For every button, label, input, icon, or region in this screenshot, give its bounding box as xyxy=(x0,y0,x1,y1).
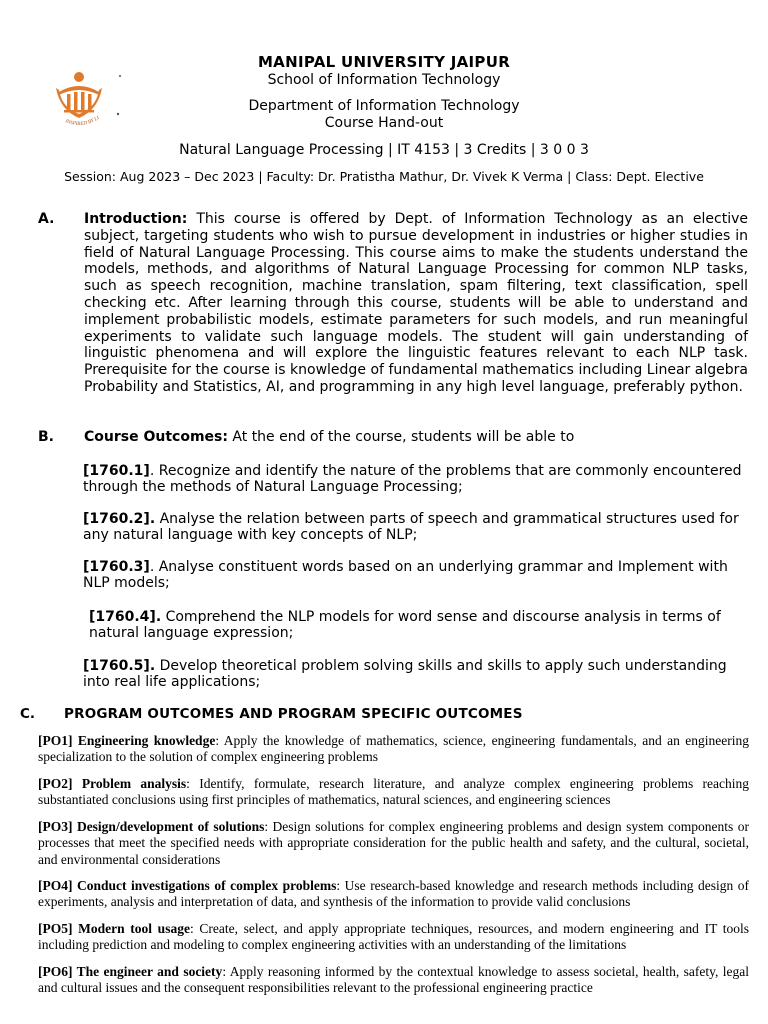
school-name: School of Information Technology xyxy=(267,72,501,88)
program-outcome-text: : Design solutions for complex engineering problems and design system components or processes that meet the specified needs with appropriate consideration for the public health and safety, and the cultural, societal, and environmental considerations xyxy=(38,819,749,867)
introduction-text: This course is offered by Dept. of Information Technology as an elective subject, targeting students who wish to pursue development in industries or higher studies in field of Natural Language Processing. This course aims to make the students understand the models, methods, and algorithms of Natural Language Processing for common NLP tasks, such as speech recognition, machine translation, spam filtering, text classification, spell checking etc. After learning through this course, students will be able to understand and implement probabilistic models, estimate parameters for such models, and run meaningful experiments to validate such language models. The student will gain understanding of linguistic phenomena and will explore the linguistic features relevant to each NLP task. Prerequisite for the course is knowledge of fundamental mathematics including Linear algebra Probability and Statistics, AI, and programming in any high level language, preferably python. xyxy=(84,211,748,395)
program-outcome-text: : Identify, formulate, research literature, and analyze complex engineering problems reaching substantiated conclusions using first principles of mathematics, natural sciences, and engineering sciences xyxy=(38,776,750,808)
program-outcome-code: [PO1] Engineering knowledge xyxy=(38,733,216,748)
program-outcome-text: : Apply the knowledge of mathematics, science, engineering fundamentals, and an engineering specialization to the solution of complex engineering problems xyxy=(38,733,749,765)
program-outcome-code: [PO6] The engineer and society xyxy=(38,964,223,979)
program-outcome-item xyxy=(38,921,749,954)
course-outcome-code: [1760.4]. xyxy=(89,609,162,625)
course-outcome-item xyxy=(83,463,749,495)
program-outcome-text: : Apply reasoning informed by the contextual knowledge to assess societal, health, safety, legal and cultural issues and the consequent responsibilities relevant to the professional engineering practice xyxy=(38,964,749,996)
course-outcome-text: Analyse the relation between parts of speech and grammatical structures used for any natural language with key concepts of NLP; xyxy=(83,511,739,543)
course-outcome-code: [1760.3] xyxy=(83,559,150,575)
program-outcome-code: [PO3] Design/development of solutions xyxy=(38,819,265,834)
section-a-letter: A. xyxy=(38,211,55,227)
program-outcome-item xyxy=(38,878,749,911)
program-outcome-code: [PO2] Problem analysis xyxy=(38,776,187,791)
program-outcome-code: [PO4] Conduct investigations of complex problems xyxy=(38,878,337,893)
program-outcome-item xyxy=(38,819,749,868)
course-outcome-code: [1760.2]. xyxy=(83,511,156,527)
session-line: Session: Aug 2023 – Dec 2023 | Faculty: Dr. Pratistha Mathur, Dr. Vivek K Verma | Class: Dept. Elective xyxy=(64,169,704,184)
course-outcomes-lead: At the end of the course, students will be able to xyxy=(227,429,575,445)
introduction-paragraph xyxy=(84,211,748,396)
program-outcome-item xyxy=(38,964,749,997)
course-outcome-text: Comprehend the NLP models for word sense and discourse analysis in terms of natural language expression; xyxy=(89,609,721,641)
course-outcome-text: Develop theoretical problem solving skills and skills to apply such understanding into real life applications; xyxy=(83,658,727,690)
program-outcome-item xyxy=(38,733,749,766)
course-outcome-code: [1760.1] xyxy=(83,463,150,479)
course-outcomes-intro xyxy=(84,429,574,446)
course-outcomes-heading: Course Outcomes: xyxy=(84,429,228,445)
program-outcome-code: [PO5] Modern tool usage xyxy=(38,921,190,936)
section-b-letter: B. xyxy=(38,429,54,445)
course-outcome-item xyxy=(83,658,749,690)
program-outcomes-heading: PROGRAM OUTCOMES AND PROGRAM SPECIFIC OUTCOMES xyxy=(64,706,523,722)
course-outcome-text: . Analyse constituent words based on an underlying grammar and Implement with NLP models; xyxy=(83,559,728,591)
introduction-heading: Introduction: xyxy=(84,211,188,227)
university-name: MANIPAL UNIVERSITY JAIPUR xyxy=(257,53,511,71)
course-line: Natural Language Processing | IT 4153 | 3 Credits | 3 0 0 3 xyxy=(179,142,589,158)
course-outcome-item xyxy=(83,511,749,543)
document-type: Course Hand-out xyxy=(324,115,444,131)
program-outcome-text: : Create, select, and apply appropriate techniques, resources, and modern engineering and IT tools including prediction and modeling to complex engineering activities with an understanding of the limitations xyxy=(38,921,749,953)
course-outcome-code: [1760.5]. xyxy=(83,658,156,674)
section-c-letter: C. xyxy=(20,706,36,722)
department-name: Department of Information Technology xyxy=(248,98,520,114)
course-outcome-item xyxy=(83,609,749,641)
program-outcome-item xyxy=(38,776,749,809)
program-outcome-text: : Use research-based knowledge and research methods including design of experiments, analysis and interpretation of data, and synthesis of the information to provide valid conclusions xyxy=(38,878,749,910)
course-outcome-item xyxy=(83,559,749,591)
logo-motto: INSPIRED BY LI xyxy=(64,115,101,128)
course-outcome-text: . Recognize and identify the nature of the problems that are commonly encountered through the methods of Natural Language Processing; xyxy=(83,463,742,495)
